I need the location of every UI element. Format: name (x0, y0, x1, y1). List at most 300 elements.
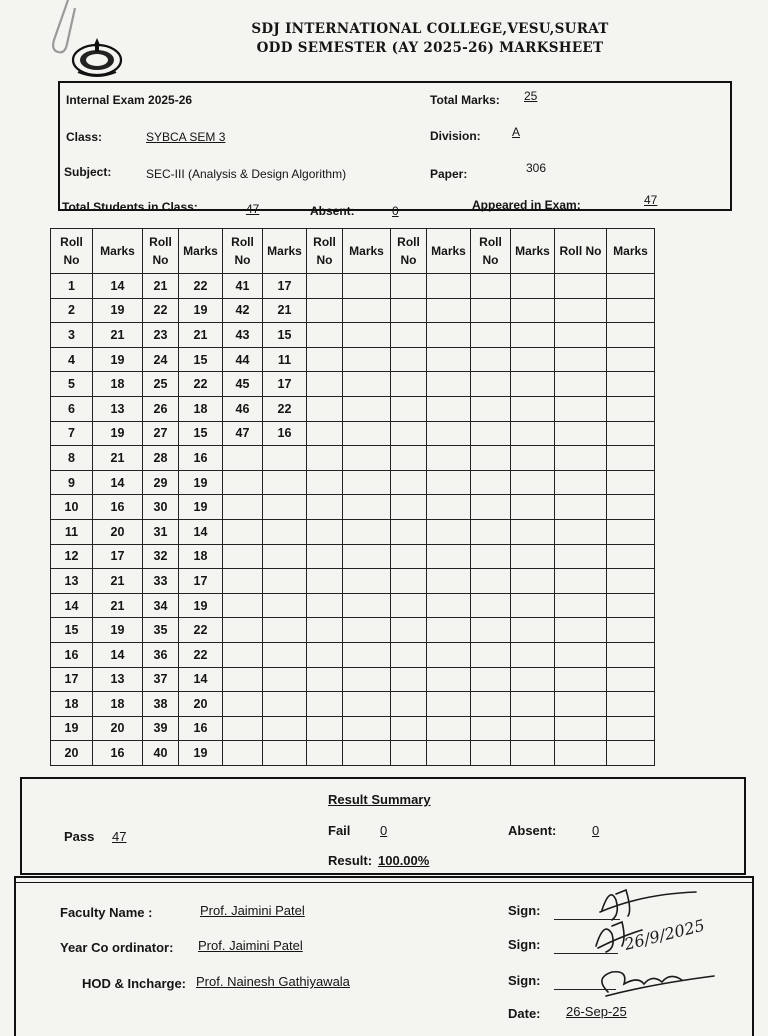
marks-cell (343, 372, 391, 397)
marks-header: Marks (511, 229, 555, 274)
roll-no-cell (307, 298, 343, 323)
marks-cell (343, 347, 391, 372)
roll-no-cell (307, 593, 343, 618)
roll-no-cell: 35 (143, 618, 179, 643)
roll-no-cell: 25 (143, 372, 179, 397)
summary-absent-label: Absent: (508, 823, 557, 838)
marks-cell: 17 (93, 544, 143, 569)
roll-no-cell (307, 618, 343, 643)
roll-no-cell (471, 618, 511, 643)
subject-value: SEC-III (Analysis & Design Algorithm) (146, 167, 347, 181)
roll-no-cell: 41 (223, 274, 263, 299)
roll-no-cell (555, 519, 607, 544)
marks-cell (427, 372, 471, 397)
roll-no-cell: 36 (143, 642, 179, 667)
total-students-value: 47 (246, 202, 260, 216)
roll-no-cell (223, 495, 263, 520)
pass-value: 47 (112, 829, 127, 844)
marks-cell (511, 274, 555, 299)
marks-cell: 14 (179, 519, 223, 544)
roll-no-cell (391, 372, 427, 397)
roll-no-cell (391, 298, 427, 323)
hod-sign-label: Sign: (508, 973, 541, 988)
marks-header: Marks (263, 229, 307, 274)
marks-cell: 22 (179, 642, 223, 667)
roll-no-cell (555, 347, 607, 372)
marks-cell (343, 519, 391, 544)
marks-cell: 17 (179, 569, 223, 594)
roll-no-cell (391, 569, 427, 594)
summary-title: Result Summary (328, 792, 431, 807)
roll-no-cell: 21 (143, 274, 179, 299)
marks-cell: 19 (93, 618, 143, 643)
roll-no-cell (471, 544, 511, 569)
roll-no-cell (471, 495, 511, 520)
table-row (51, 495, 655, 520)
roll-no-cell (223, 692, 263, 717)
roll-no-cell: 47 (223, 421, 263, 446)
marks-cell (511, 421, 555, 446)
marks-cell (511, 347, 555, 372)
roll-no-cell (391, 741, 427, 766)
marks-cell: 21 (93, 593, 143, 618)
paper-label: Paper: (430, 167, 468, 181)
roll-no-cell (555, 372, 607, 397)
marks-cell: 15 (263, 323, 307, 348)
roll-no-cell: 5 (51, 372, 93, 397)
roll-no-header: Roll No (307, 229, 343, 274)
marks-cell (511, 446, 555, 471)
marks-cell (427, 544, 471, 569)
roll-no-cell (471, 593, 511, 618)
marks-cell (263, 642, 307, 667)
marks-cell (511, 741, 555, 766)
marks-cell (427, 741, 471, 766)
marks-cell (607, 642, 655, 667)
marks-header: Marks (93, 229, 143, 274)
roll-no-cell: 44 (223, 347, 263, 372)
roll-no-cell: 19 (51, 716, 93, 741)
roll-no-cell (555, 446, 607, 471)
class-value: SYBCA SEM 3 (146, 130, 226, 144)
roll-no-cell: 32 (143, 544, 179, 569)
hod-label: HOD & Incharge: (82, 976, 187, 991)
marks-cell (511, 372, 555, 397)
division-value: A (512, 125, 521, 139)
marks-cell (343, 323, 391, 348)
roll-no-header: Roll No (223, 229, 263, 274)
result-value: 100.00% (378, 853, 430, 868)
roll-no-cell (471, 421, 511, 446)
marks-cell: 19 (179, 470, 223, 495)
marks-cell (263, 519, 307, 544)
marks-cell (263, 667, 307, 692)
roll-no-cell (223, 618, 263, 643)
marks-cell (427, 569, 471, 594)
roll-no-cell: 3 (51, 323, 93, 348)
summary-absent-value: 0 (592, 823, 600, 838)
roll-no-cell: 28 (143, 446, 179, 471)
faculty-sign-label: Sign: (508, 903, 541, 918)
marks-cell (511, 396, 555, 421)
coordinator-name: Prof. Jaimini Patel (198, 938, 303, 953)
roll-no-cell: 46 (223, 396, 263, 421)
roll-no-cell (307, 421, 343, 446)
marks-cell: 21 (93, 569, 143, 594)
handwritten-date: 26/9/2025 (622, 915, 707, 954)
marks-cell (511, 569, 555, 594)
marks-cell (607, 298, 655, 323)
marks-cell: 20 (93, 716, 143, 741)
marks-cell: 19 (93, 347, 143, 372)
roll-no-cell (555, 495, 607, 520)
marks-cell: 16 (179, 446, 223, 471)
marks-cell: 19 (179, 593, 223, 618)
marks-cell (607, 470, 655, 495)
marks-table (50, 228, 655, 766)
roll-no-cell (307, 667, 343, 692)
roll-no-cell: 1 (51, 274, 93, 299)
roll-no-cell (471, 323, 511, 348)
roll-no-cell (391, 544, 427, 569)
marksheet-subtitle: ODD SEMESTER (AY 2025-26) MARKSHEET (256, 40, 604, 56)
marks-cell (607, 692, 655, 717)
fail-value: 0 (380, 823, 388, 838)
roll-no-cell (555, 421, 607, 446)
roll-no-cell (223, 446, 263, 471)
marks-cell (427, 470, 471, 495)
table-row (51, 593, 655, 618)
marks-cell (343, 692, 391, 717)
marks-cell (427, 618, 471, 643)
marks-cell (607, 421, 655, 446)
table-row (51, 569, 655, 594)
roll-no-cell (555, 618, 607, 643)
roll-no-cell (391, 716, 427, 741)
marks-cell: 21 (93, 323, 143, 348)
roll-no-cell (471, 741, 511, 766)
marks-cell: 15 (179, 347, 223, 372)
marks-cell: 22 (179, 274, 223, 299)
marks-cell (607, 544, 655, 569)
marks-cell: 14 (93, 642, 143, 667)
marks-cell (607, 372, 655, 397)
marks-cell: 11 (263, 347, 307, 372)
marks-cell: 19 (179, 495, 223, 520)
paper-value: 306 (526, 161, 547, 175)
marks-cell (263, 618, 307, 643)
marks-cell: 21 (179, 323, 223, 348)
roll-no-cell (555, 692, 607, 717)
marks-cell (511, 470, 555, 495)
roll-no-cell (471, 642, 511, 667)
total-marks-label: Total Marks: (430, 93, 500, 107)
roll-no-cell: 22 (143, 298, 179, 323)
marks-cell (343, 470, 391, 495)
coordinator-label: Year Co ordinator: (60, 940, 174, 955)
table-row (51, 298, 655, 323)
roll-no-cell: 6 (51, 396, 93, 421)
marks-cell (343, 495, 391, 520)
marks-cell (263, 692, 307, 717)
roll-no-cell: 26 (143, 396, 179, 421)
marks-cell (263, 495, 307, 520)
marks-cell (607, 667, 655, 692)
roll-no-cell: 10 (51, 495, 93, 520)
roll-no-cell (391, 347, 427, 372)
roll-no-cell (391, 618, 427, 643)
marks-cell (263, 716, 307, 741)
roll-no-cell: 7 (51, 421, 93, 446)
roll-no-cell: 12 (51, 544, 93, 569)
roll-no-cell: 17 (51, 667, 93, 692)
roll-no-cell (223, 667, 263, 692)
roll-no-cell: 4 (51, 347, 93, 372)
roll-no-cell: 20 (51, 741, 93, 766)
roll-no-cell: 15 (51, 618, 93, 643)
marks-cell: 18 (93, 692, 143, 717)
roll-no-cell: 27 (143, 421, 179, 446)
roll-no-cell (223, 519, 263, 544)
roll-no-cell (391, 667, 427, 692)
marks-cell (427, 298, 471, 323)
roll-no-cell (307, 495, 343, 520)
roll-no-cell (391, 446, 427, 471)
roll-no-cell (471, 692, 511, 717)
roll-no-cell (471, 470, 511, 495)
roll-no-cell (391, 642, 427, 667)
marks-cell: 22 (179, 372, 223, 397)
marks-cell (343, 421, 391, 446)
marks-cell (607, 323, 655, 348)
roll-no-cell (471, 274, 511, 299)
roll-no-cell (555, 323, 607, 348)
marks-cell (427, 396, 471, 421)
marks-cell (607, 593, 655, 618)
marks-cell: 18 (179, 396, 223, 421)
roll-no-cell (471, 298, 511, 323)
marks-cell (427, 519, 471, 544)
roll-no-cell (307, 741, 343, 766)
roll-no-cell: 14 (51, 593, 93, 618)
exam-info-box (58, 81, 732, 218)
marks-header: Marks (427, 229, 471, 274)
roll-no-cell (471, 372, 511, 397)
total-students-label: Total Students in Class: (62, 200, 198, 214)
marks-cell (343, 396, 391, 421)
appeared-value: 47 (644, 193, 658, 207)
roll-no-cell (307, 519, 343, 544)
marks-cell (263, 470, 307, 495)
marks-cell (511, 544, 555, 569)
roll-no-cell: 18 (51, 692, 93, 717)
marks-cell (343, 544, 391, 569)
marks-cell: 17 (263, 372, 307, 397)
roll-no-cell (391, 470, 427, 495)
marks-cell (511, 692, 555, 717)
marks-cell (607, 618, 655, 643)
marks-cell (511, 323, 555, 348)
roll-no-cell (223, 716, 263, 741)
marks-cell (427, 716, 471, 741)
marks-cell: 19 (93, 421, 143, 446)
roll-no-cell: 39 (143, 716, 179, 741)
marks-cell: 18 (93, 372, 143, 397)
roll-no-cell (471, 519, 511, 544)
appeared-label: Appeared in Exam: (472, 198, 581, 212)
marks-cell (263, 446, 307, 471)
date-value: 26-Sep-25 (566, 1004, 627, 1019)
roll-no-cell: 23 (143, 323, 179, 348)
faculty-name: Prof. Jaimini Patel (200, 903, 305, 918)
marks-cell (511, 667, 555, 692)
marks-cell (427, 347, 471, 372)
marks-cell (511, 519, 555, 544)
marks-cell: 13 (93, 396, 143, 421)
page-title (246, 20, 614, 58)
marks-cell: 21 (93, 446, 143, 471)
marks-cell (607, 396, 655, 421)
marks-cell (427, 446, 471, 471)
roll-no-cell: 43 (223, 323, 263, 348)
marks-cell: 16 (93, 495, 143, 520)
roll-no-cell: 2 (51, 298, 93, 323)
roll-no-cell (555, 593, 607, 618)
roll-no-cell (391, 274, 427, 299)
marks-cell (607, 741, 655, 766)
roll-no-cell (555, 544, 607, 569)
marks-cell (427, 274, 471, 299)
roll-no-header: Roll No (471, 229, 511, 274)
table-row (51, 470, 655, 495)
roll-no-header: Roll No (51, 229, 93, 274)
fail-label: Fail (328, 823, 351, 838)
marks-cell: 14 (93, 470, 143, 495)
roll-no-cell: 16 (51, 642, 93, 667)
marks-cell (607, 495, 655, 520)
roll-no-cell (391, 519, 427, 544)
marks-cell (607, 274, 655, 299)
table-row (51, 642, 655, 667)
table-row (51, 323, 655, 348)
roll-no-cell (555, 470, 607, 495)
marks-cell: 22 (263, 396, 307, 421)
roll-no-cell: 8 (51, 446, 93, 471)
roll-no-cell (307, 716, 343, 741)
marks-cell: 20 (179, 692, 223, 717)
total-marks-value: 25 (524, 89, 538, 103)
table-row (51, 372, 655, 397)
table-row (51, 544, 655, 569)
roll-no-cell (391, 692, 427, 717)
roll-no-cell (555, 642, 607, 667)
marks-cell: 19 (179, 298, 223, 323)
coordinator-sign-label: Sign: (508, 937, 541, 952)
roll-no-cell (555, 569, 607, 594)
marks-cell (427, 642, 471, 667)
marks-cell (343, 593, 391, 618)
roll-no-cell (307, 692, 343, 717)
roll-no-cell (223, 642, 263, 667)
roll-no-cell: 13 (51, 569, 93, 594)
marks-cell (263, 593, 307, 618)
absent-label: Absent: (310, 204, 355, 218)
table-row (51, 347, 655, 372)
result-label: Result: (328, 853, 373, 868)
roll-no-cell (223, 569, 263, 594)
marks-cell (427, 421, 471, 446)
marks-cell (511, 495, 555, 520)
roll-no-cell (391, 421, 427, 446)
roll-no-cell (471, 396, 511, 421)
marks-cell (607, 446, 655, 471)
signoff-box (14, 876, 754, 1036)
roll-no-cell (471, 667, 511, 692)
exam-name: Internal Exam 2025-26 (66, 93, 193, 107)
roll-no-cell: 34 (143, 593, 179, 618)
roll-no-cell (223, 741, 263, 766)
table-row (51, 519, 655, 544)
date-label: Date: (508, 1006, 541, 1021)
marks-cell (511, 298, 555, 323)
roll-no-cell (555, 274, 607, 299)
marks-cell (427, 667, 471, 692)
roll-no-cell (471, 446, 511, 471)
marks-cell: 22 (179, 618, 223, 643)
marks-header: Marks (179, 229, 223, 274)
marks-cell (343, 618, 391, 643)
marks-cell (427, 593, 471, 618)
marks-cell (343, 446, 391, 471)
marks-cell (343, 298, 391, 323)
roll-no-cell: 29 (143, 470, 179, 495)
marks-cell (343, 642, 391, 667)
roll-no-cell (391, 323, 427, 348)
marks-cell: 21 (263, 298, 307, 323)
roll-no-cell: 9 (51, 470, 93, 495)
marks-cell (607, 569, 655, 594)
roll-no-cell (307, 347, 343, 372)
marks-cell: 16 (93, 741, 143, 766)
college-logo (70, 36, 124, 78)
marks-cell (607, 716, 655, 741)
marks-cell (511, 593, 555, 618)
marks-cell (607, 519, 655, 544)
marks-cell: 17 (263, 274, 307, 299)
marks-cell (263, 544, 307, 569)
marks-header: Marks (343, 229, 391, 274)
marks-cell (263, 569, 307, 594)
marks-cell (511, 642, 555, 667)
roll-no-cell (307, 569, 343, 594)
roll-no-cell (391, 495, 427, 520)
roll-no-cell (307, 544, 343, 569)
roll-no-cell: 38 (143, 692, 179, 717)
pass-label: Pass (64, 829, 95, 844)
marks-cell: 20 (93, 519, 143, 544)
marks-cell (511, 716, 555, 741)
table-row (51, 396, 655, 421)
roll-no-cell (307, 396, 343, 421)
roll-no-cell (223, 593, 263, 618)
marks-cell (343, 741, 391, 766)
table-row (51, 618, 655, 643)
marks-cell: 16 (179, 716, 223, 741)
roll-no-cell (223, 470, 263, 495)
marks-cell: 14 (93, 274, 143, 299)
roll-no-cell (307, 323, 343, 348)
roll-no-cell (555, 741, 607, 766)
